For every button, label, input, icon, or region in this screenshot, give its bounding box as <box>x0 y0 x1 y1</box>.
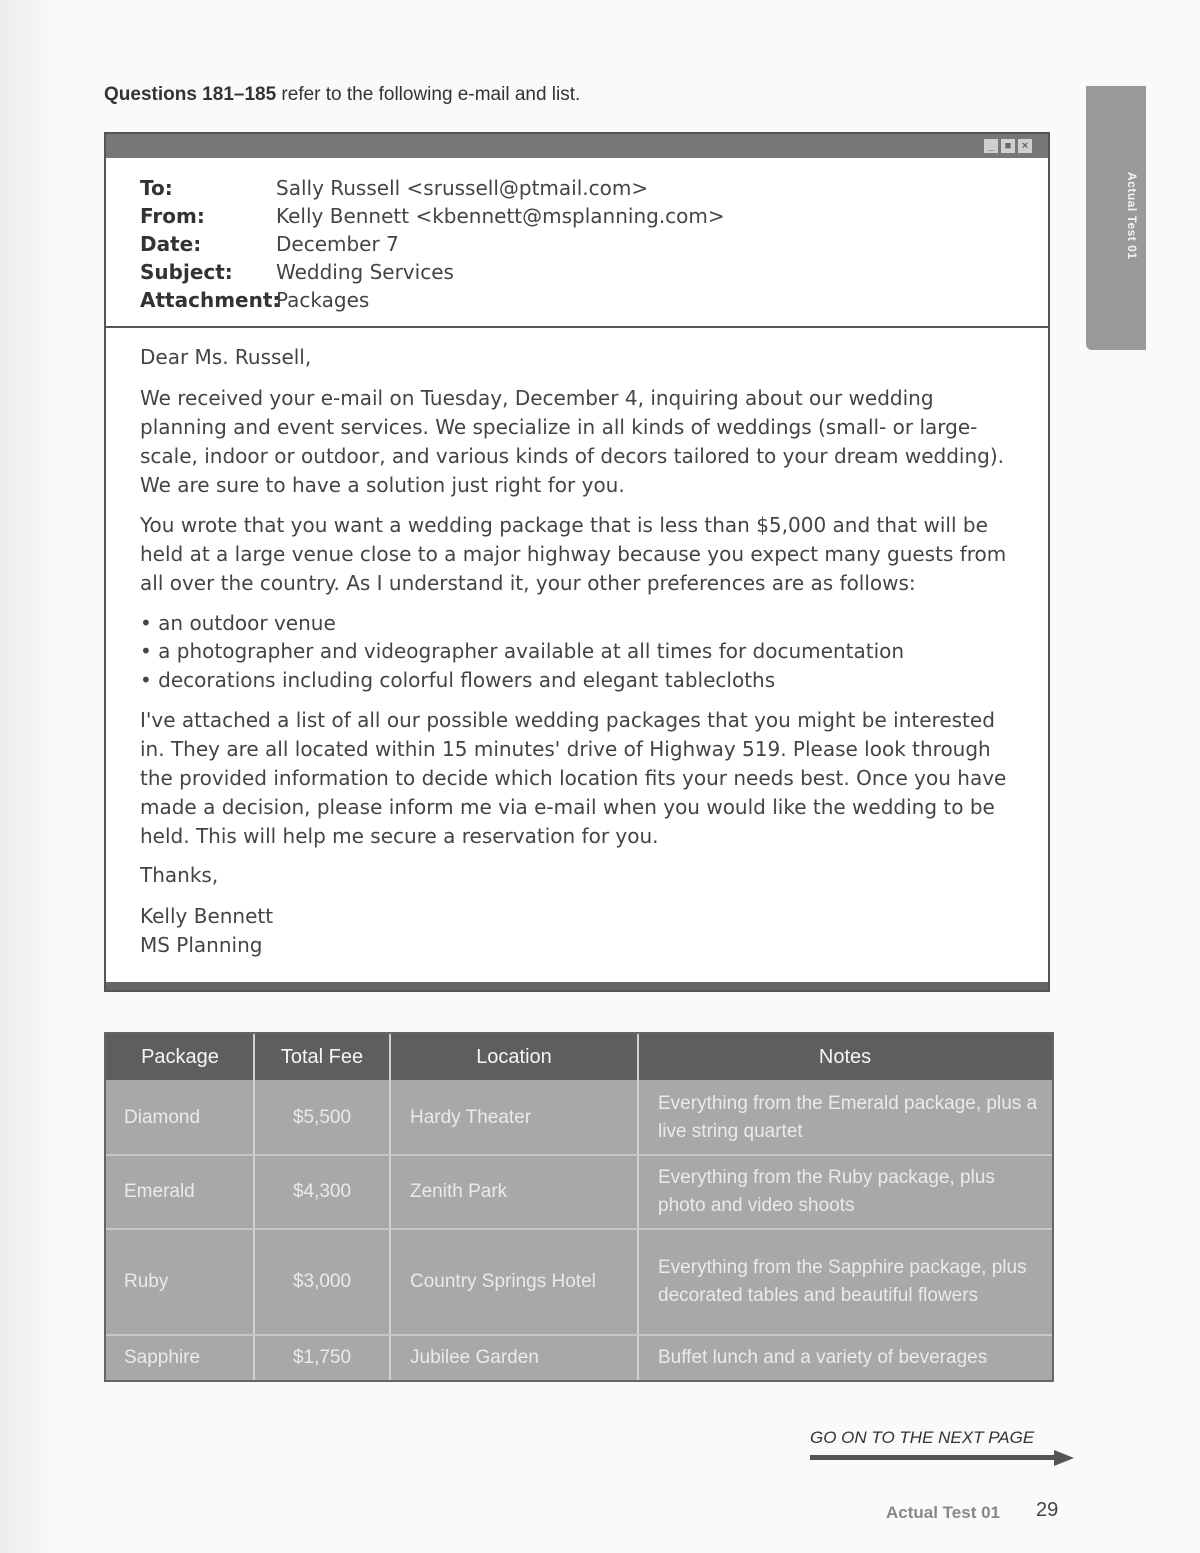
location-cell: Hardy Theater <box>410 1107 532 1128</box>
fee-cell: $5,500 <box>292 1107 352 1128</box>
header-label: Subject: <box>140 260 233 284</box>
header-value: December 7 <box>276 232 399 256</box>
email-window <box>104 132 1050 992</box>
arrow-right-icon <box>810 1450 1074 1466</box>
notes-cell: Everything from the Sapphire package, plus decorated tables and beautiful flowers <box>658 1257 1027 1306</box>
side-tab-label: Actual Test 01 <box>1125 172 1139 260</box>
email-greeting: Dear Ms. Russell, <box>140 345 312 369</box>
minimize-icon: _ <box>984 139 998 153</box>
location-cell: Jubilee Garden <box>410 1347 539 1368</box>
close-icon: × <box>1018 139 1032 153</box>
header-total-fee: Total Fee <box>254 1034 390 1080</box>
notes-cell: Everything from the Ruby package, plus photo and video shoots <box>658 1167 995 1216</box>
header-label: From: <box>140 204 205 228</box>
email-bullet: • decorations including colorful flowers and elegant tablecloths <box>140 668 776 692</box>
email-paragraph-3: I've attached a list of all our possible wedding packages that you might be interested in. They are all located within 15 minutes' drive of Highway 519. Please look through the provided information to decide which location fits your needs best. Once you have made a decision, please inform me via e-mail when you would like the wedding to be held. This will help me secure a reservation for you. <box>140 708 1007 848</box>
header-notes: Notes <box>638 1034 1052 1080</box>
questions-intro-text: refer to the following e-mail and list. <box>276 84 581 105</box>
column-divider <box>389 1034 391 1380</box>
row-divider <box>106 1334 1052 1336</box>
footer-test-label: Actual Test 01 <box>886 1503 1001 1522</box>
signature-name: Kelly Bennett <box>140 904 274 928</box>
packages-table <box>104 1032 1054 1382</box>
location-cell: Country Springs Hotel <box>410 1271 596 1292</box>
go-next-page: GO ON TO THE NEXT PAGE <box>810 1428 1035 1447</box>
notes-cell: Everything from the Emerald package, plus a live string quartet <box>658 1093 1038 1142</box>
row-divider <box>106 1154 1052 1156</box>
email-titlebar <box>106 134 1048 158</box>
notes-cell: Buffet lunch and a variety of beverages <box>658 1347 988 1368</box>
header-location: Location <box>390 1034 638 1080</box>
row-divider <box>106 1228 1052 1230</box>
maximize-icon: ■ <box>1001 139 1015 153</box>
signature-company: MS Planning <box>140 933 263 957</box>
package-cell: Ruby <box>124 1271 169 1292</box>
email-bottom-bar <box>106 982 1048 990</box>
page-number: 29 <box>1036 1499 1059 1521</box>
email-bullet: • a photographer and videographer available at all times for documentation <box>140 639 905 663</box>
page-shadow <box>0 0 60 1553</box>
package-cell: Diamond <box>124 1107 201 1128</box>
header-value: Wedding Services <box>276 260 454 284</box>
header-package: Package <box>106 1034 254 1080</box>
header-value: Sally Russell <srussell@ptmail.com> <box>276 176 649 200</box>
header-label: To: <box>140 176 173 200</box>
header-label: Attachment: <box>140 288 281 312</box>
header-label: Date: <box>140 232 202 256</box>
package-cell: Emerald <box>124 1181 195 1202</box>
email-closing: Thanks, <box>140 863 219 887</box>
email-bullet: • an outdoor venue <box>140 611 336 635</box>
fee-cell: $3,000 <box>292 1271 352 1292</box>
fee-cell: $4,300 <box>292 1181 352 1202</box>
package-cell: Sapphire <box>124 1347 201 1368</box>
header-value: Kelly Bennett <kbennett@msplanning.com> <box>276 204 725 228</box>
header-divider <box>106 326 1048 328</box>
questions-range: Questions 181–185 <box>104 84 277 105</box>
location-cell: Zenith Park <box>410 1181 508 1202</box>
header-value: Packages <box>276 288 370 312</box>
fee-cell: $1,750 <box>292 1347 352 1368</box>
column-divider <box>253 1034 255 1380</box>
questions-intro <box>104 84 580 106</box>
email-paragraph-1: We received your e-mail on Tuesday, December 4, inquiring about our wedding planning and event services. We specialize in all kinds of weddings (small- or large-scale, indoor or outdoor, and various kinds of decors tailored to your dream wedding). We are sure to have a solution just right for you. <box>140 386 1004 497</box>
email-paragraph-2: You wrote that you want a wedding package that is less than $5,000 and that will be held at a large venue close to a major highway because you expect many guests from all over the country. As I understand it, your other preferences are as follows: <box>140 513 1007 595</box>
column-divider <box>637 1034 639 1380</box>
